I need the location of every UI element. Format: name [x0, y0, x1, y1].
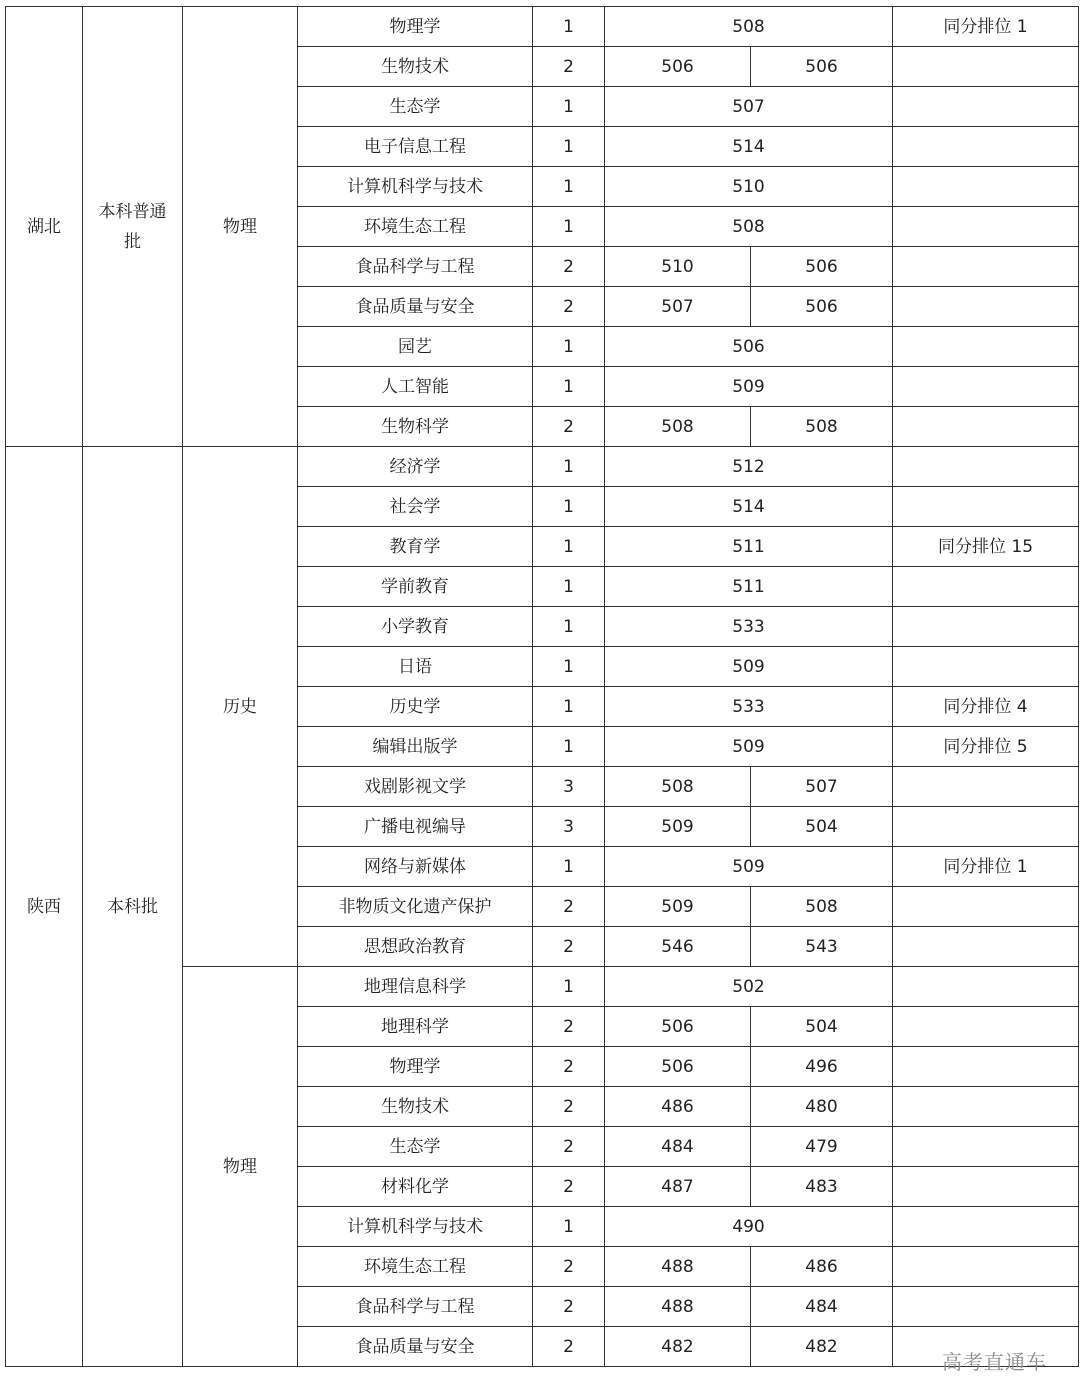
score-cell: 533 — [605, 687, 893, 727]
note-cell — [893, 1007, 1079, 1047]
note-cell — [893, 287, 1079, 327]
min-score-cell: 482 — [751, 1327, 893, 1367]
count-cell: 1 — [533, 727, 605, 767]
major-cell: 计算机科学与技术 — [298, 1207, 533, 1247]
major-cell: 思想政治教育 — [298, 927, 533, 967]
major-cell: 食品质量与安全 — [298, 287, 533, 327]
score-cell: 510 — [605, 167, 893, 207]
note-cell — [893, 167, 1079, 207]
major-cell: 日语 — [298, 647, 533, 687]
note-cell — [893, 1207, 1079, 1247]
max-score-cell: 508 — [605, 767, 751, 807]
count-cell: 1 — [533, 167, 605, 207]
major-cell: 历史学 — [298, 687, 533, 727]
note-cell — [893, 767, 1079, 807]
max-score-cell: 510 — [605, 247, 751, 287]
max-score-cell: 509 — [605, 807, 751, 847]
min-score-cell: 506 — [751, 47, 893, 87]
count-cell: 2 — [533, 247, 605, 287]
score-cell: 490 — [605, 1207, 893, 1247]
note-cell — [893, 487, 1079, 527]
major-cell: 物理学 — [298, 7, 533, 47]
province-cell: 陕西 — [6, 447, 83, 1367]
major-cell: 食品质量与安全 — [298, 1327, 533, 1367]
min-score-cell: 496 — [751, 1047, 893, 1087]
count-cell: 1 — [533, 527, 605, 567]
major-cell: 编辑出版学 — [298, 727, 533, 767]
max-score-cell: 506 — [605, 1007, 751, 1047]
count-cell: 1 — [533, 967, 605, 1007]
count-cell: 1 — [533, 7, 605, 47]
min-score-cell: 504 — [751, 1007, 893, 1047]
count-cell: 1 — [533, 1207, 605, 1247]
major-cell: 食品科学与工程 — [298, 247, 533, 287]
score-cell: 506 — [605, 327, 893, 367]
note-cell — [893, 567, 1079, 607]
count-cell: 2 — [533, 1007, 605, 1047]
table-row — [6, 447, 1079, 487]
major-cell: 园艺 — [298, 327, 533, 367]
major-cell: 社会学 — [298, 487, 533, 527]
admission-score-table — [5, 6, 1079, 1367]
note-cell — [893, 1047, 1079, 1087]
note-cell: 同分排位 5 — [893, 727, 1079, 767]
note-cell — [893, 807, 1079, 847]
min-score-cell: 504 — [751, 807, 893, 847]
note-cell: 同分排位 1 — [893, 847, 1079, 887]
major-cell: 物理学 — [298, 1047, 533, 1087]
score-cell: 514 — [605, 487, 893, 527]
count-cell: 1 — [533, 567, 605, 607]
count-cell: 1 — [533, 487, 605, 527]
count-cell: 2 — [533, 1327, 605, 1367]
major-cell: 非物质文化遗产保护 — [298, 887, 533, 927]
note-cell — [893, 1087, 1079, 1127]
min-score-cell: 506 — [751, 247, 893, 287]
note-cell: 同分排位 4 — [893, 687, 1079, 727]
major-cell: 地理信息科学 — [298, 967, 533, 1007]
note-cell — [893, 647, 1079, 687]
major-cell: 计算机科学与技术 — [298, 167, 533, 207]
note-cell — [893, 87, 1079, 127]
major-cell: 食品科学与工程 — [298, 1287, 533, 1327]
major-cell: 小学教育 — [298, 607, 533, 647]
note-cell — [893, 47, 1079, 87]
note-cell — [893, 1247, 1079, 1287]
note-cell — [893, 207, 1079, 247]
count-cell: 1 — [533, 87, 605, 127]
subject-cell: 历史 — [183, 447, 298, 967]
max-score-cell: 488 — [605, 1287, 751, 1327]
major-cell: 广播电视编导 — [298, 807, 533, 847]
major-cell: 生态学 — [298, 1127, 533, 1167]
min-score-cell: 483 — [751, 1167, 893, 1207]
max-score-cell: 509 — [605, 887, 751, 927]
table-row — [6, 7, 1079, 47]
major-cell: 生物技术 — [298, 47, 533, 87]
major-cell: 人工智能 — [298, 367, 533, 407]
major-cell: 电子信息工程 — [298, 127, 533, 167]
major-cell: 生态学 — [298, 87, 533, 127]
min-score-cell: 508 — [751, 407, 893, 447]
major-cell: 地理科学 — [298, 1007, 533, 1047]
note-cell: 同分排位 15 — [893, 527, 1079, 567]
min-score-cell: 480 — [751, 1087, 893, 1127]
major-cell: 经济学 — [298, 447, 533, 487]
count-cell: 2 — [533, 1287, 605, 1327]
score-cell: 502 — [605, 967, 893, 1007]
major-cell: 环境生态工程 — [298, 207, 533, 247]
count-cell: 2 — [533, 1087, 605, 1127]
score-cell: 512 — [605, 447, 893, 487]
batch-cell: 本科批 — [83, 447, 183, 1367]
count-cell: 2 — [533, 407, 605, 447]
note-cell — [893, 247, 1079, 287]
score-cell: 509 — [605, 727, 893, 767]
count-cell: 1 — [533, 687, 605, 727]
count-cell: 1 — [533, 847, 605, 887]
major-cell: 生物科学 — [298, 407, 533, 447]
max-score-cell: 507 — [605, 287, 751, 327]
major-cell: 网络与新媒体 — [298, 847, 533, 887]
major-cell: 教育学 — [298, 527, 533, 567]
note-cell — [893, 967, 1079, 1007]
min-score-cell: 506 — [751, 287, 893, 327]
max-score-cell: 486 — [605, 1087, 751, 1127]
note-cell — [893, 407, 1079, 447]
max-score-cell: 546 — [605, 927, 751, 967]
major-cell: 环境生态工程 — [298, 1247, 533, 1287]
count-cell: 1 — [533, 127, 605, 167]
count-cell: 3 — [533, 767, 605, 807]
score-cell: 511 — [605, 527, 893, 567]
note-cell — [893, 927, 1079, 967]
score-cell: 509 — [605, 367, 893, 407]
count-cell: 2 — [533, 1127, 605, 1167]
max-score-cell: 508 — [605, 407, 751, 447]
score-cell: 511 — [605, 567, 893, 607]
note-cell — [893, 127, 1079, 167]
max-score-cell: 484 — [605, 1127, 751, 1167]
province-cell: 湖北 — [6, 7, 83, 447]
major-cell: 学前教育 — [298, 567, 533, 607]
min-score-cell: 543 — [751, 927, 893, 967]
count-cell: 2 — [533, 1047, 605, 1087]
score-cell: 507 — [605, 87, 893, 127]
count-cell: 2 — [533, 1167, 605, 1207]
count-cell: 1 — [533, 607, 605, 647]
score-cell: 509 — [605, 847, 893, 887]
subject-cell: 物理 — [183, 7, 298, 447]
score-cell: 533 — [605, 607, 893, 647]
note-cell — [893, 607, 1079, 647]
count-cell: 1 — [533, 447, 605, 487]
major-cell: 材料化学 — [298, 1167, 533, 1207]
count-cell: 2 — [533, 887, 605, 927]
score-cell: 509 — [605, 647, 893, 687]
note-cell — [893, 1167, 1079, 1207]
note-cell — [893, 1127, 1079, 1167]
note-cell — [893, 447, 1079, 487]
count-cell: 3 — [533, 807, 605, 847]
subject-cell: 物理 — [183, 967, 298, 1367]
count-cell: 1 — [533, 367, 605, 407]
min-score-cell: 486 — [751, 1247, 893, 1287]
min-score-cell: 507 — [751, 767, 893, 807]
max-score-cell: 487 — [605, 1167, 751, 1207]
score-cell: 514 — [605, 127, 893, 167]
count-cell: 1 — [533, 327, 605, 367]
max-score-cell: 482 — [605, 1327, 751, 1367]
watermark: 高考直通车 — [942, 1350, 1047, 1374]
note-cell: 同分排位 1 — [893, 7, 1079, 47]
count-cell: 1 — [533, 647, 605, 687]
count-cell: 1 — [533, 207, 605, 247]
major-cell: 戏剧影视文学 — [298, 767, 533, 807]
count-cell: 2 — [533, 927, 605, 967]
min-score-cell: 508 — [751, 887, 893, 927]
min-score-cell: 479 — [751, 1127, 893, 1167]
max-score-cell: 506 — [605, 47, 751, 87]
max-score-cell: 506 — [605, 1047, 751, 1087]
major-cell: 生物技术 — [298, 1087, 533, 1127]
count-cell: 2 — [533, 1247, 605, 1287]
note-cell — [893, 367, 1079, 407]
batch-cell: 本科普通批 — [83, 7, 183, 447]
min-score-cell: 484 — [751, 1287, 893, 1327]
max-score-cell: 488 — [605, 1247, 751, 1287]
note-cell — [893, 327, 1079, 367]
count-cell: 2 — [533, 287, 605, 327]
score-cell: 508 — [605, 207, 893, 247]
note-cell — [893, 1287, 1079, 1327]
note-cell — [893, 887, 1079, 927]
count-cell: 2 — [533, 47, 605, 87]
score-cell: 508 — [605, 7, 893, 47]
